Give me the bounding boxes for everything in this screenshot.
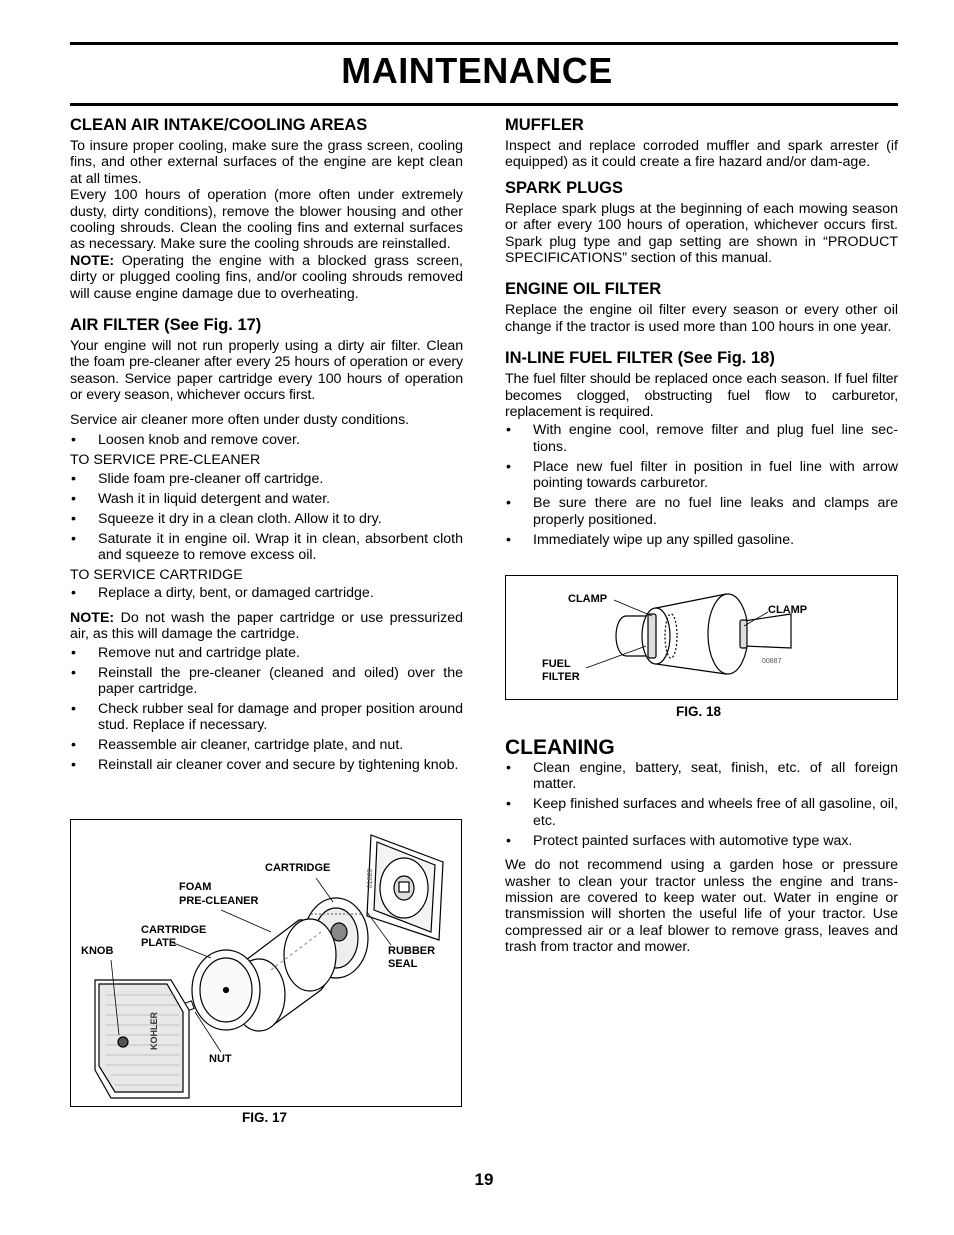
label-nut: NUT bbox=[209, 1053, 232, 1065]
bullet-list bbox=[505, 422, 898, 548]
top-rule bbox=[70, 42, 898, 45]
paragraph: Replace spark plugs at the beginning of each mowing season or after every 100 hours of operation, whichever occurs first. Spark plug type and gap setting are shown in “PRODUCT SPECIFICATIONS” section of this manual. bbox=[505, 200, 898, 267]
note-label: NOTE: bbox=[70, 609, 115, 626]
note-text: Operating the engine with a blocked grass screen, dirty or plugged cooling fins, and/or cooling shrouds removed will cause engine damage due to overheating. bbox=[70, 252, 463, 302]
bullet-list bbox=[70, 471, 463, 564]
figure-code: 01620 bbox=[367, 868, 375, 889]
note bbox=[70, 610, 463, 643]
list-item: • Remove nut and cartridge plate. bbox=[70, 645, 463, 661]
list-item: • Reassemble air cleaner, cartridge plate, and nut. bbox=[70, 737, 463, 753]
figure-code: 00887 bbox=[762, 658, 782, 665]
paragraph: The fuel filter should be replaced once each season. If fuel filter becomes clogged, obstructing fuel flow to carburetor, replacement is required. bbox=[505, 371, 898, 421]
note-label: NOTE: bbox=[70, 252, 115, 269]
label-cartridge-plate-2: PLATE bbox=[141, 937, 177, 949]
list-item: • Saturate it in engine oil. Wrap it in clean, absorbent cloth and squeeze to remove excess oil. bbox=[70, 531, 463, 564]
list-item: • Replace a dirty, bent, or damaged cartridge. bbox=[70, 585, 463, 601]
figure-18-caption: FIG. 18 bbox=[676, 704, 722, 719]
page-title: MAINTENANCE bbox=[341, 50, 613, 91]
figure-17-caption: FIG. 17 bbox=[242, 1110, 288, 1125]
paragraph: Inspect and replace corroded muffler and spark arrester (if equipped) as it could create a fire hazard and/or dam-age. bbox=[505, 138, 898, 171]
paragraph: Replace the engine oil filter every season or every other oil change if the tractor is used more than 100 hours in one year. bbox=[505, 302, 898, 335]
list-item: • Check rubber seal for damage and proper position around stud. Replace if necessary. bbox=[70, 701, 463, 734]
label-cartridge-plate-1: CARTRIDGE bbox=[141, 924, 207, 936]
label-knob: KNOB bbox=[81, 945, 114, 957]
right-column bbox=[505, 116, 898, 552]
left-column bbox=[70, 116, 463, 777]
heading-engine-oil-filter: ENGINE OIL FILTER bbox=[505, 280, 662, 299]
page-number: 19 bbox=[474, 1170, 494, 1189]
paragraph: We do not recommend using a garden hose or pressure washer to clean your tractor unless the engine and trans-mission are covered to keep water out. Water in engine or transmission will shorten the useful life of your tractor. Use compressed air or a leaf blower to remove grass, leaves and trash from tractor and mower. bbox=[505, 857, 898, 956]
paragraph: Service air cleaner more often under dusty conditions. bbox=[70, 411, 410, 428]
heading-clean-air-intake: CLEAN AIR INTAKE/COOLING AREAS bbox=[70, 116, 368, 134]
label-foam: FOAM bbox=[179, 881, 212, 893]
note bbox=[70, 253, 463, 302]
list-item: • Reinstall the pre-cleaner (cleaned and oiled) over the paper cartridge. bbox=[70, 665, 463, 698]
list-item: • Immediately wipe up any spilled gasoline. bbox=[505, 532, 898, 548]
title-underline bbox=[70, 103, 898, 106]
figure-18-fuel-filter bbox=[505, 575, 898, 700]
label-seal: SEAL bbox=[388, 958, 418, 970]
label-clamp-left: CLAMP bbox=[568, 593, 608, 605]
list-item: • Wash it in liquid detergent and water. bbox=[70, 491, 463, 507]
bullet-list bbox=[70, 432, 463, 448]
label-pre-cleaner: PRE-CLEANER bbox=[179, 895, 259, 907]
list-item: • Loosen knob and remove cover. bbox=[70, 432, 463, 448]
heading-inline-fuel-filter: IN-LINE FUEL FILTER (See Fig. 18) bbox=[505, 349, 775, 368]
list-item: • Be sure there are no fuel line leaks and clamps are properly positioned. bbox=[505, 495, 898, 528]
figure-17-air-filter bbox=[70, 819, 462, 1107]
heading-cleaning: CLEANING bbox=[505, 736, 615, 759]
list-item: • Slide foam pre-cleaner off cartridge. bbox=[70, 471, 463, 487]
heading-muffler: MUFFLER bbox=[505, 116, 584, 134]
list-item: • With engine cool, remove filter and plug fuel line sec-tions. bbox=[505, 422, 898, 455]
bullet-list bbox=[70, 645, 463, 774]
cleaning-section bbox=[505, 738, 898, 956]
list-item: • Reinstall air cleaner cover and secure by tightening knob. bbox=[70, 757, 463, 773]
kohler-logo: KOHLER bbox=[149, 1012, 159, 1050]
paragraph: Every 100 hours of operation (more often under extremely dusty, dirty conditions), remove the blower housing and other cooling shrouds. Clean the cooling fins and external surfaces as necessary. Make sure the cooling shrouds are reinstalled. bbox=[70, 187, 463, 253]
label-fuel: FUEL bbox=[542, 658, 571, 670]
label-filter: FILTER bbox=[542, 671, 580, 683]
bullet-list bbox=[70, 585, 463, 601]
heading-air-filter: AIR FILTER (See Fig. 17) bbox=[70, 316, 262, 335]
list-item: • Place new fuel filter in position in fuel line with arrow pointing towards carburetor. bbox=[505, 459, 898, 492]
bullet-list bbox=[505, 760, 898, 849]
label-rubber: RUBBER bbox=[388, 945, 436, 957]
subheading: TO SERVICE CARTRIDGE bbox=[70, 566, 243, 583]
note-text: Do not wash the paper cartridge or use pressurized air, as this will damage the cartridge. bbox=[70, 609, 463, 643]
paragraph: To insure proper cooling, make sure the grass screen, cooling fins, and other external surfaces of the engine are kept clean at all times. bbox=[70, 138, 463, 187]
list-item: • Protect painted surfaces with automotive type wax. bbox=[505, 833, 898, 849]
list-item: • Squeeze it dry in a clean cloth. Allow it to dry. bbox=[70, 511, 463, 527]
list-item: • Keep finished surfaces and wheels free of all gasoline, oil, etc. bbox=[505, 796, 898, 829]
label-cartridge: CARTRIDGE bbox=[265, 862, 331, 874]
label-clamp-right: CLAMP bbox=[768, 604, 808, 616]
subheading: TO SERVICE PRE-CLEANER bbox=[70, 452, 261, 469]
paragraph: Your engine will not run properly using a dirty air filter. Clean the foam pre-cleaner after every 25 hours of operation or every season. Service paper cartridge every 100 hours of operation or every season, whichever occurs first. bbox=[70, 338, 463, 404]
list-item: • Clean engine, battery, seat, finish, etc. of all foreign matter. bbox=[505, 760, 898, 793]
heading-spark-plugs: SPARK PLUGS bbox=[505, 178, 623, 197]
